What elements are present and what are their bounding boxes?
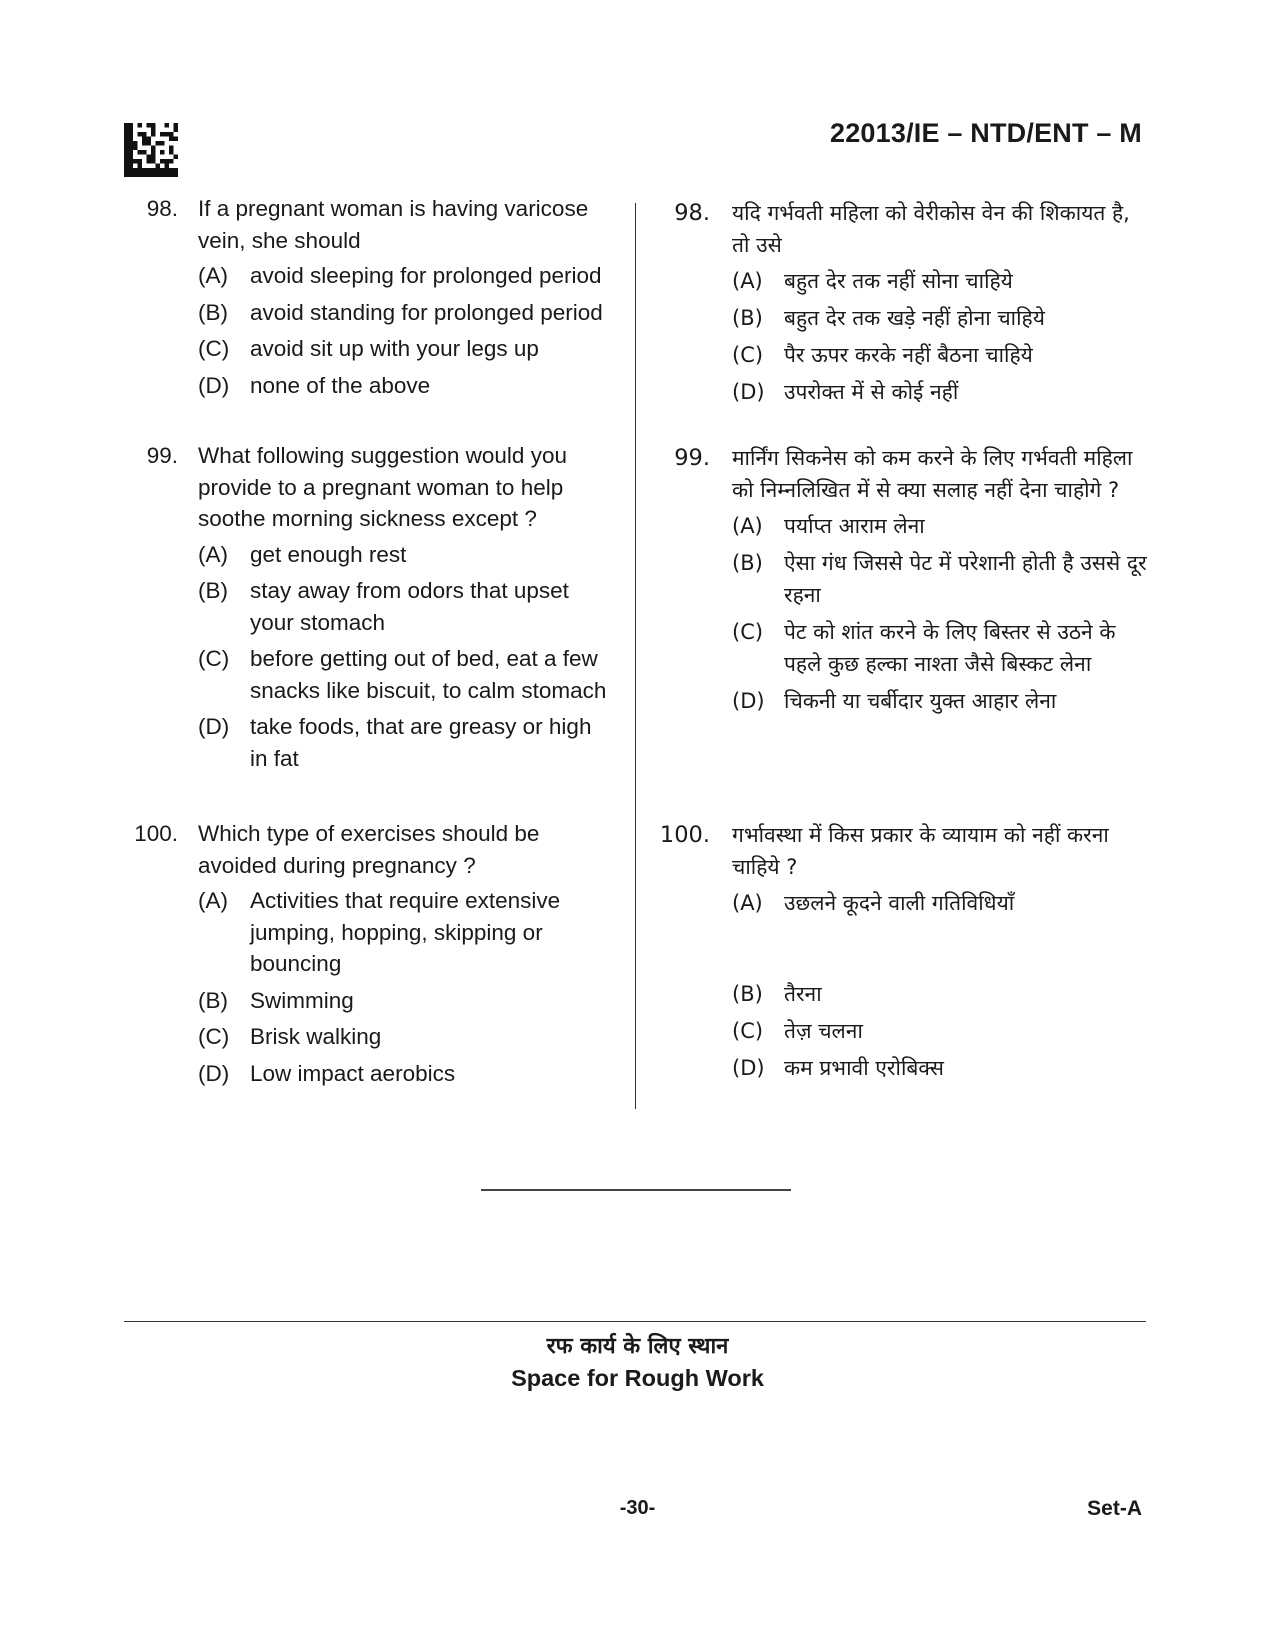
column-divider: [635, 203, 636, 1109]
options-list: [732, 265, 1150, 408]
option-a: (A) पर्याप्त आराम लेना: [732, 514, 925, 538]
option-a: (A) get enough rest: [198, 541, 407, 567]
option-a: (A) Activities that require extensive jumping, hopping, skipping or bouncing: [198, 888, 561, 976]
question-number: 99.: [146, 443, 178, 468]
question-text: गर्भावस्था में किस प्रकार के व्यायाम को नहीं करना चाहिये ?: [732, 823, 1109, 879]
option-d: (D) none of the above: [198, 372, 431, 398]
option-c: (C) तेज़ चलना: [732, 1019, 863, 1043]
option-b: (B) ऐसा गंध जिससे पेट में परेशानी होती है उससे दूर रहना: [732, 551, 1147, 607]
option-d: (D) take foods, that are greasy or high in fat: [198, 714, 592, 771]
question-100-hindi: [650, 819, 1150, 1089]
question-number: 98.: [674, 200, 710, 226]
option-c: (C) Brisk walking: [198, 1024, 382, 1049]
option-b: (B) Swimming: [198, 987, 354, 1013]
option-b: (B) तैरना: [732, 982, 822, 1006]
question-99: [110, 440, 615, 779]
rough-work-divider: [124, 1321, 1146, 1322]
options-list: [198, 539, 615, 775]
paper-code: 22013/IE – NTD/ENT – M: [829, 118, 1142, 148]
option-a: (A) बहुत देर तक नहीं सोना चाहिये: [732, 269, 1013, 293]
question-text: यदि गर्भवती महिला को वेरीकोस वेन की शिकायत है, तो उसे: [732, 201, 1130, 257]
question-99-hindi: [650, 442, 1150, 722]
rough-work-heading-hindi: रफ कार्य के लिए स्थान: [546, 1334, 729, 1359]
page-number: -30-: [619, 1497, 656, 1519]
option-b: (B) बहुत देर तक खड़े नहीं होना चाहिये: [732, 306, 1045, 330]
question-number: 100.: [659, 822, 710, 848]
options-list: [198, 260, 615, 401]
question-98: [110, 193, 615, 406]
question-text: Which type of exercises should be avoided during pregnancy ?: [198, 821, 540, 878]
option-b: (B) stay away from odors that upset your stomach: [198, 578, 569, 635]
question-text: What following suggestion would you provide to a pregnant woman to help soothe morning sickness except ?: [198, 443, 567, 531]
question-text: If a pregnant woman is having varicose vein, she should: [198, 196, 589, 253]
option-c: (C) पेट को शांत करने के लिए बिस्तर से उठने के पहले कुछ हल्का नाश्ता जैसे बिस्कट लेना: [732, 620, 1116, 676]
options-list: [732, 510, 1150, 717]
question-number: 98.: [146, 196, 178, 221]
option-d: (D) कम प्रभावी एरोबिक्स: [732, 1056, 944, 1080]
question-100: [110, 818, 615, 1094]
option-b: (B) avoid standing for prolonged period: [198, 299, 603, 325]
rough-work-heading: Space for Rough Work: [511, 1365, 764, 1391]
question-number: 100.: [134, 821, 178, 846]
question-98-hindi: [650, 197, 1150, 413]
options-list: [732, 887, 1150, 1084]
option-c: (C) avoid sit up with your legs up: [198, 336, 539, 361]
option-a: (A) avoid sleeping for prolonged period: [198, 263, 602, 288]
set-label: Set-A: [1087, 1497, 1142, 1520]
qr-code: [124, 123, 178, 177]
option-c: (C) before getting out of bed, eat a few snacks like biscuit, to calm stomach: [198, 646, 607, 703]
question-number: 99.: [674, 445, 710, 471]
option-c: (C) पैर ऊपर करके नहीं बैठना चाहिये: [732, 343, 1033, 367]
option-d: (D) Low impact aerobics: [198, 1060, 456, 1086]
end-of-questions-rule: [481, 1189, 791, 1191]
option-d: (D) चिकनी या चर्बीदार युक्त आहार लेना: [732, 689, 1057, 713]
question-text: मार्निंग सिकनेस को कम करने के लिए गर्भवती महिला को निम्नलिखित में से क्या सलाह नहीं देना चाहोगे ?: [732, 446, 1133, 502]
option-a: (A) उछलने कूदने वाली गतिविधियाँ: [732, 891, 1015, 915]
options-list: [198, 885, 615, 1089]
option-d: (D) उपरोक्त में से कोई नहीं: [732, 380, 959, 404]
